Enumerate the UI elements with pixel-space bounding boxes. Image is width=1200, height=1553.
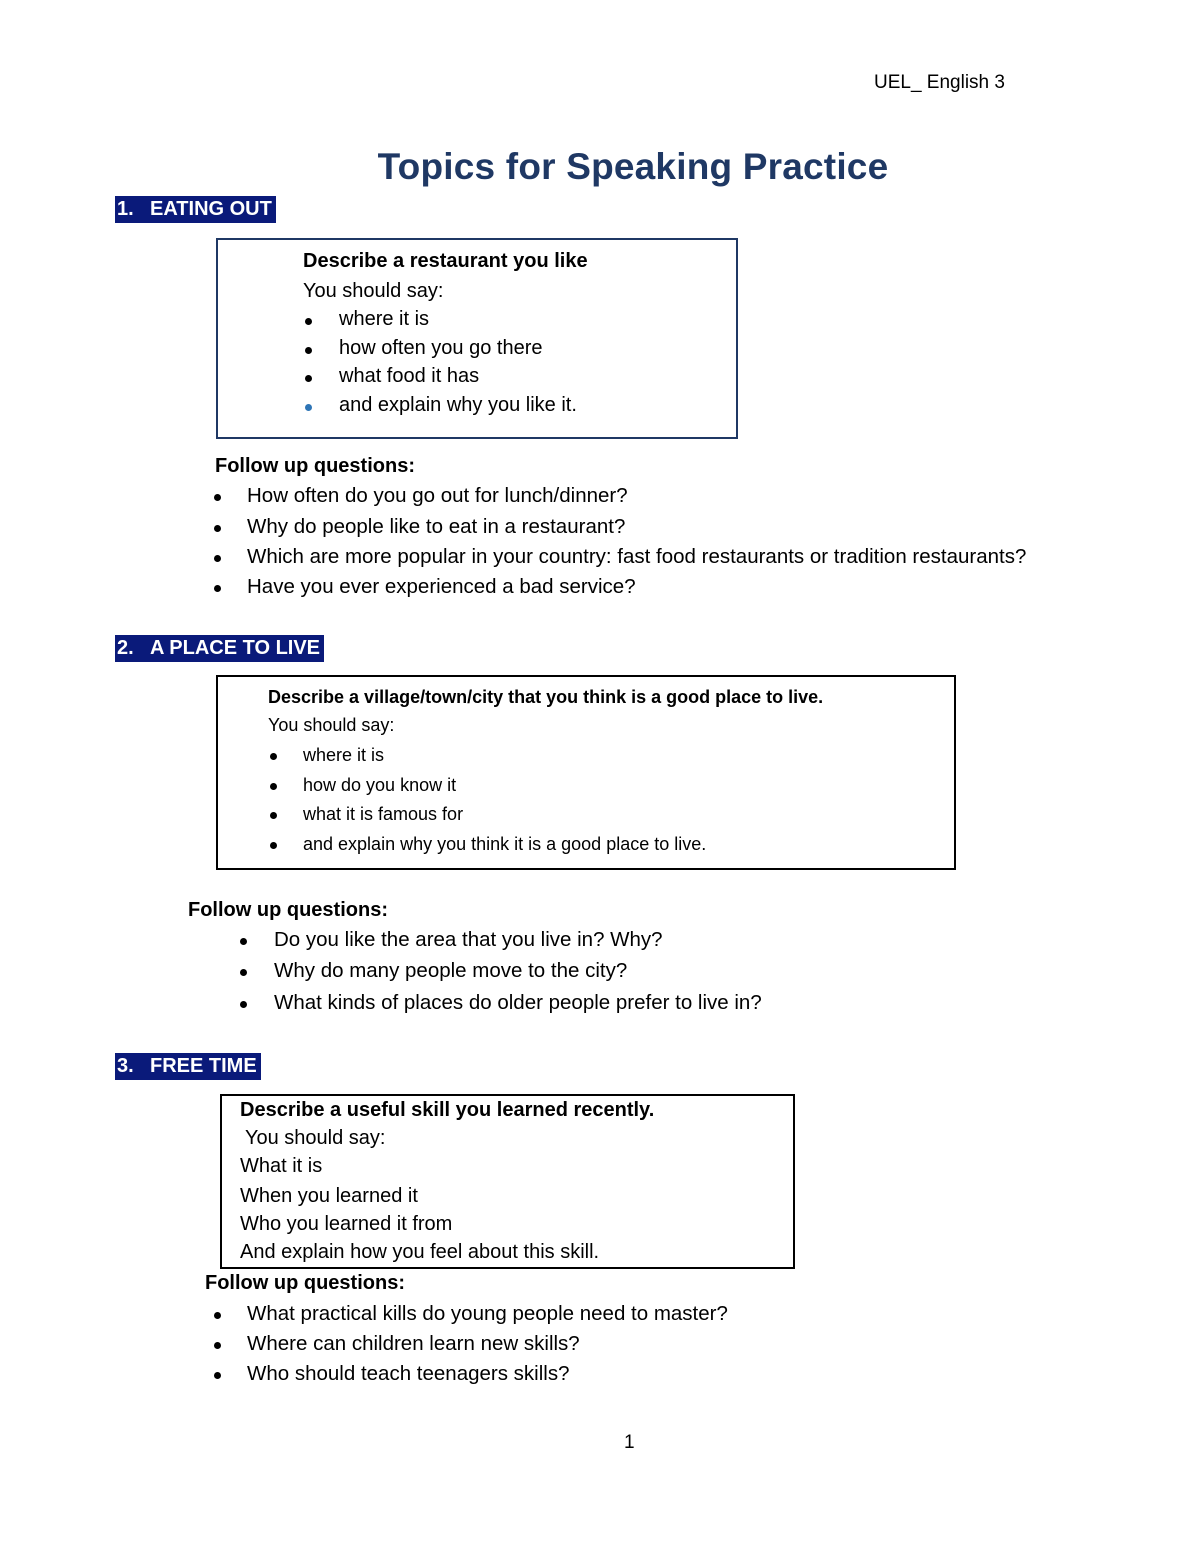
topic-point: When you learned it	[240, 1185, 418, 1207]
bullet-icon	[240, 938, 247, 945]
follow-up-question: Which are more popular in your country: fast food restaurants or tradition restaurants?	[247, 545, 1027, 568]
topic-card-intro: You should say:	[268, 715, 395, 735]
bullet-icon	[305, 318, 312, 325]
section-number: 1.	[117, 198, 134, 220]
bullet-icon	[240, 1001, 247, 1008]
topic-point: how do you know it	[303, 775, 457, 795]
page-title: Topics for Speaking Practice	[377, 146, 889, 187]
bullet-icon	[270, 783, 277, 790]
topic-point: how often you go there	[339, 337, 543, 359]
follow-up-question: Where can children learn new skills?	[247, 1332, 580, 1355]
section-title: FREE TIME	[150, 1055, 257, 1077]
bullet-icon	[214, 1372, 221, 1379]
follow-up-question: What practical kills do young people need to master?	[247, 1302, 728, 1325]
topic-point: and explain why you think it is a good place to live.	[303, 834, 707, 854]
section-title: A PLACE TO LIVE	[150, 637, 321, 659]
bullet-icon	[305, 375, 312, 382]
follow-up-question: Why do many people move to the city?	[274, 959, 628, 982]
topic-point: What it is	[240, 1155, 323, 1177]
topic-point: where it is	[303, 745, 385, 765]
section-heading-eating-out	[115, 196, 276, 223]
bullet-icon	[214, 555, 221, 562]
bullet-icon	[214, 585, 221, 592]
follow-up-label: Follow up questions:	[188, 899, 388, 921]
follow-up-question: Do you like the area that you live in? Why?	[274, 928, 663, 951]
document-header: UEL_ English 3	[874, 72, 1005, 93]
follow-up-question: How often do you go out for lunch/dinner?	[247, 484, 628, 507]
bullet-icon	[270, 842, 277, 849]
bullet-icon	[305, 404, 312, 411]
bullet-icon	[214, 1312, 221, 1319]
page-number: 1	[624, 1432, 635, 1453]
follow-up-question: Have you ever experienced a bad service?	[247, 575, 636, 598]
follow-up-label: Follow up questions:	[205, 1272, 405, 1294]
follow-up-label: Follow up questions:	[215, 455, 415, 477]
bullet-icon	[214, 1342, 221, 1349]
bullet-icon	[214, 525, 221, 532]
topic-point: what food it has	[339, 365, 480, 387]
topic-card-heading: Describe a useful skill you learned recently.	[240, 1099, 655, 1121]
topic-point: And explain how you feel about this skill.	[240, 1241, 600, 1263]
follow-up-question: Why do people like to eat in a restaurant?	[247, 515, 626, 538]
section-heading-place-to-live	[115, 635, 324, 662]
topic-point: where it is	[339, 308, 430, 330]
topic-card-heading: Describe a restaurant you like	[303, 250, 588, 272]
topic-card-intro: You should say:	[303, 280, 444, 302]
topic-card-heading: Describe a village/town/city that you think is a good place to live.	[268, 687, 824, 707]
section-number: 2.	[117, 637, 134, 659]
bullet-icon	[240, 969, 247, 976]
topic-point: what it is famous for	[303, 804, 464, 824]
topic-card-intro: You should say:	[245, 1127, 386, 1149]
follow-up-question: What kinds of places do older people prefer to live in?	[274, 991, 762, 1014]
topic-point: Who you learned it from	[240, 1213, 453, 1235]
section-title: EATING OUT	[150, 198, 272, 220]
bullet-icon	[305, 347, 312, 354]
bullet-icon	[214, 494, 221, 501]
topic-point: and explain why you like it.	[339, 394, 577, 416]
bullet-icon	[270, 812, 277, 819]
follow-up-question: Who should teach teenagers skills?	[247, 1362, 570, 1385]
section-number: 3.	[117, 1055, 134, 1077]
section-heading-free-time	[115, 1053, 261, 1080]
bullet-icon	[270, 753, 277, 760]
